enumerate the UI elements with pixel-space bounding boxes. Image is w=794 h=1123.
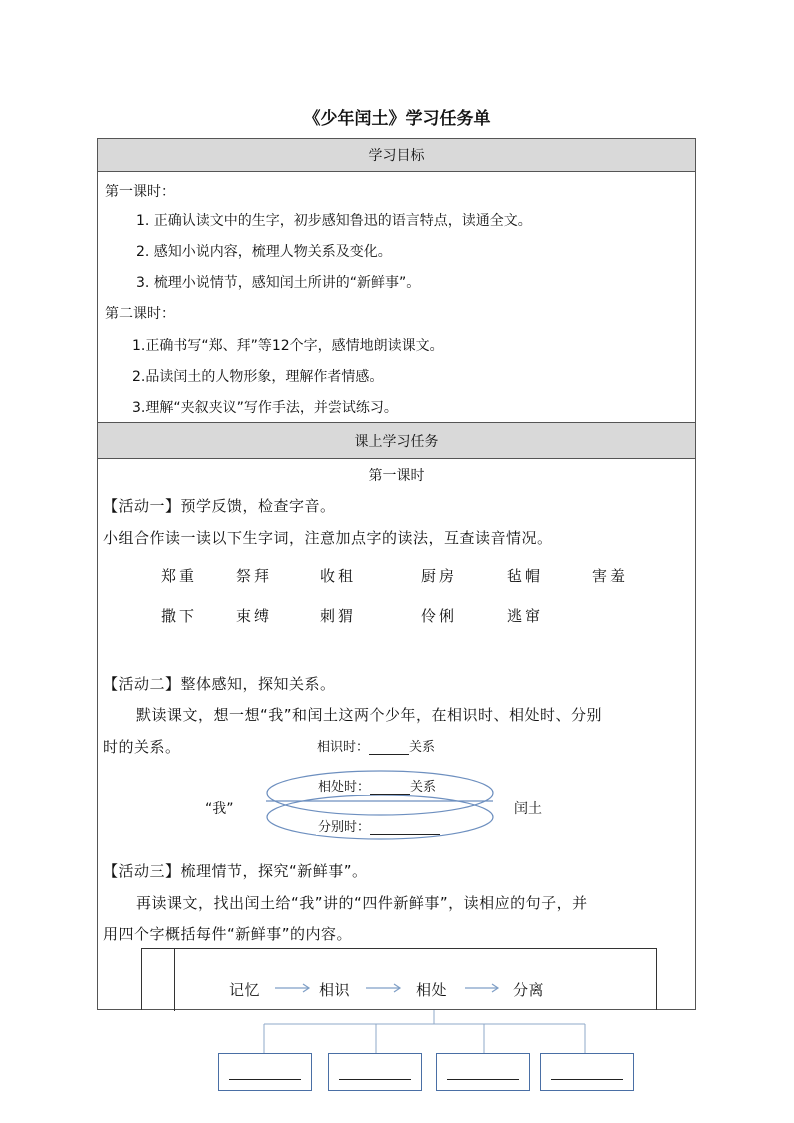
part-label: 分别时： <box>318 820 371 835</box>
answer-box-2[interactable] <box>328 1053 422 1091</box>
meet-suffix: 关系 <box>409 740 436 755</box>
meet-label: 相识时： <box>317 740 370 755</box>
lesson1-label: 第一课时： <box>105 184 175 200</box>
together-suffix: 关系 <box>410 780 437 795</box>
goals-header: 学习目标 <box>98 139 695 172</box>
activity1-title: 【活动一】预学反馈，检查字音。 <box>103 497 336 515</box>
flow-step: 分离 <box>513 981 545 999</box>
lesson1-goal-2: 2. 感知小说内容，梳理人物关系及变化。 <box>136 244 392 260</box>
left-person: “我” <box>205 801 234 817</box>
word-item: 收租 <box>320 567 357 585</box>
together-label: 相处时： <box>318 780 371 795</box>
activity2-title: 【活动二】整体感知，探知关系。 <box>103 675 336 693</box>
activity1-instruction: 小组合作读一读以下生字词，注意加点字的读法，互查读音情况。 <box>103 529 553 547</box>
word-item: 祭拜 <box>236 567 273 585</box>
word-item: 伶俐 <box>421 607 458 625</box>
right-person: 闰土 <box>514 801 542 817</box>
page-title: 《少年闰土》学习任务单 <box>303 109 491 129</box>
answer-box-3[interactable] <box>436 1053 530 1091</box>
answer-box-4[interactable] <box>540 1053 634 1091</box>
activity3-title: 【活动三】梳理情节，探究“新鲜事”。 <box>103 862 368 880</box>
word-item: 厨房 <box>421 567 458 585</box>
activity3-instruction-2: 用四个字概括每件“新鲜事”的内容。 <box>103 925 353 943</box>
activity3-instruction-1: 再读课文，找出闰土给“我”讲的“四件新鲜事”，读相应的句子，并 <box>136 894 588 912</box>
lesson1-goal-3: 3. 梳理小说情节，感知闰土所讲的“新鲜事”。 <box>136 275 421 291</box>
answer-box-1[interactable] <box>218 1053 312 1091</box>
flow-step: 记忆 <box>229 981 261 999</box>
word-item: 撒下 <box>161 607 198 625</box>
tasks-header: 课上学习任务 <box>98 422 695 459</box>
lesson2-goal-2: 2.品读闰土的人物形象，理解作者情感。 <box>132 369 384 385</box>
lesson2-goal-3: 3.理解“夹叙夹议”写作手法，并尝试练习。 <box>132 400 398 416</box>
lesson1-goal-1: 1. 正确认读文中的生字，初步感知鲁迅的语言特点，读通全文。 <box>136 213 532 229</box>
word-item: 郑重 <box>161 567 198 585</box>
activity2-instruction-1: 默读课文，想一想“我”和闰土这两个少年，在相识时、相处时、分别 <box>136 706 603 724</box>
flow-step: 相处 <box>416 981 448 999</box>
lesson2-goal-1: 1.正确书写“郑、拜”等12个字，感情地朗读课文。 <box>132 338 444 354</box>
word-item: 害羞 <box>592 567 629 585</box>
word-item: 刺猬 <box>320 607 357 625</box>
word-item: 毡帽 <box>507 567 544 585</box>
word-item: 束缚 <box>236 607 273 625</box>
lesson-title: 第一课时 <box>368 468 425 484</box>
flow-step: 相识 <box>319 981 351 999</box>
word-item: 逃窜 <box>507 607 544 625</box>
lesson2-label: 第二课时： <box>105 306 175 322</box>
activity2-instruction-2: 时的关系。 <box>103 738 181 756</box>
